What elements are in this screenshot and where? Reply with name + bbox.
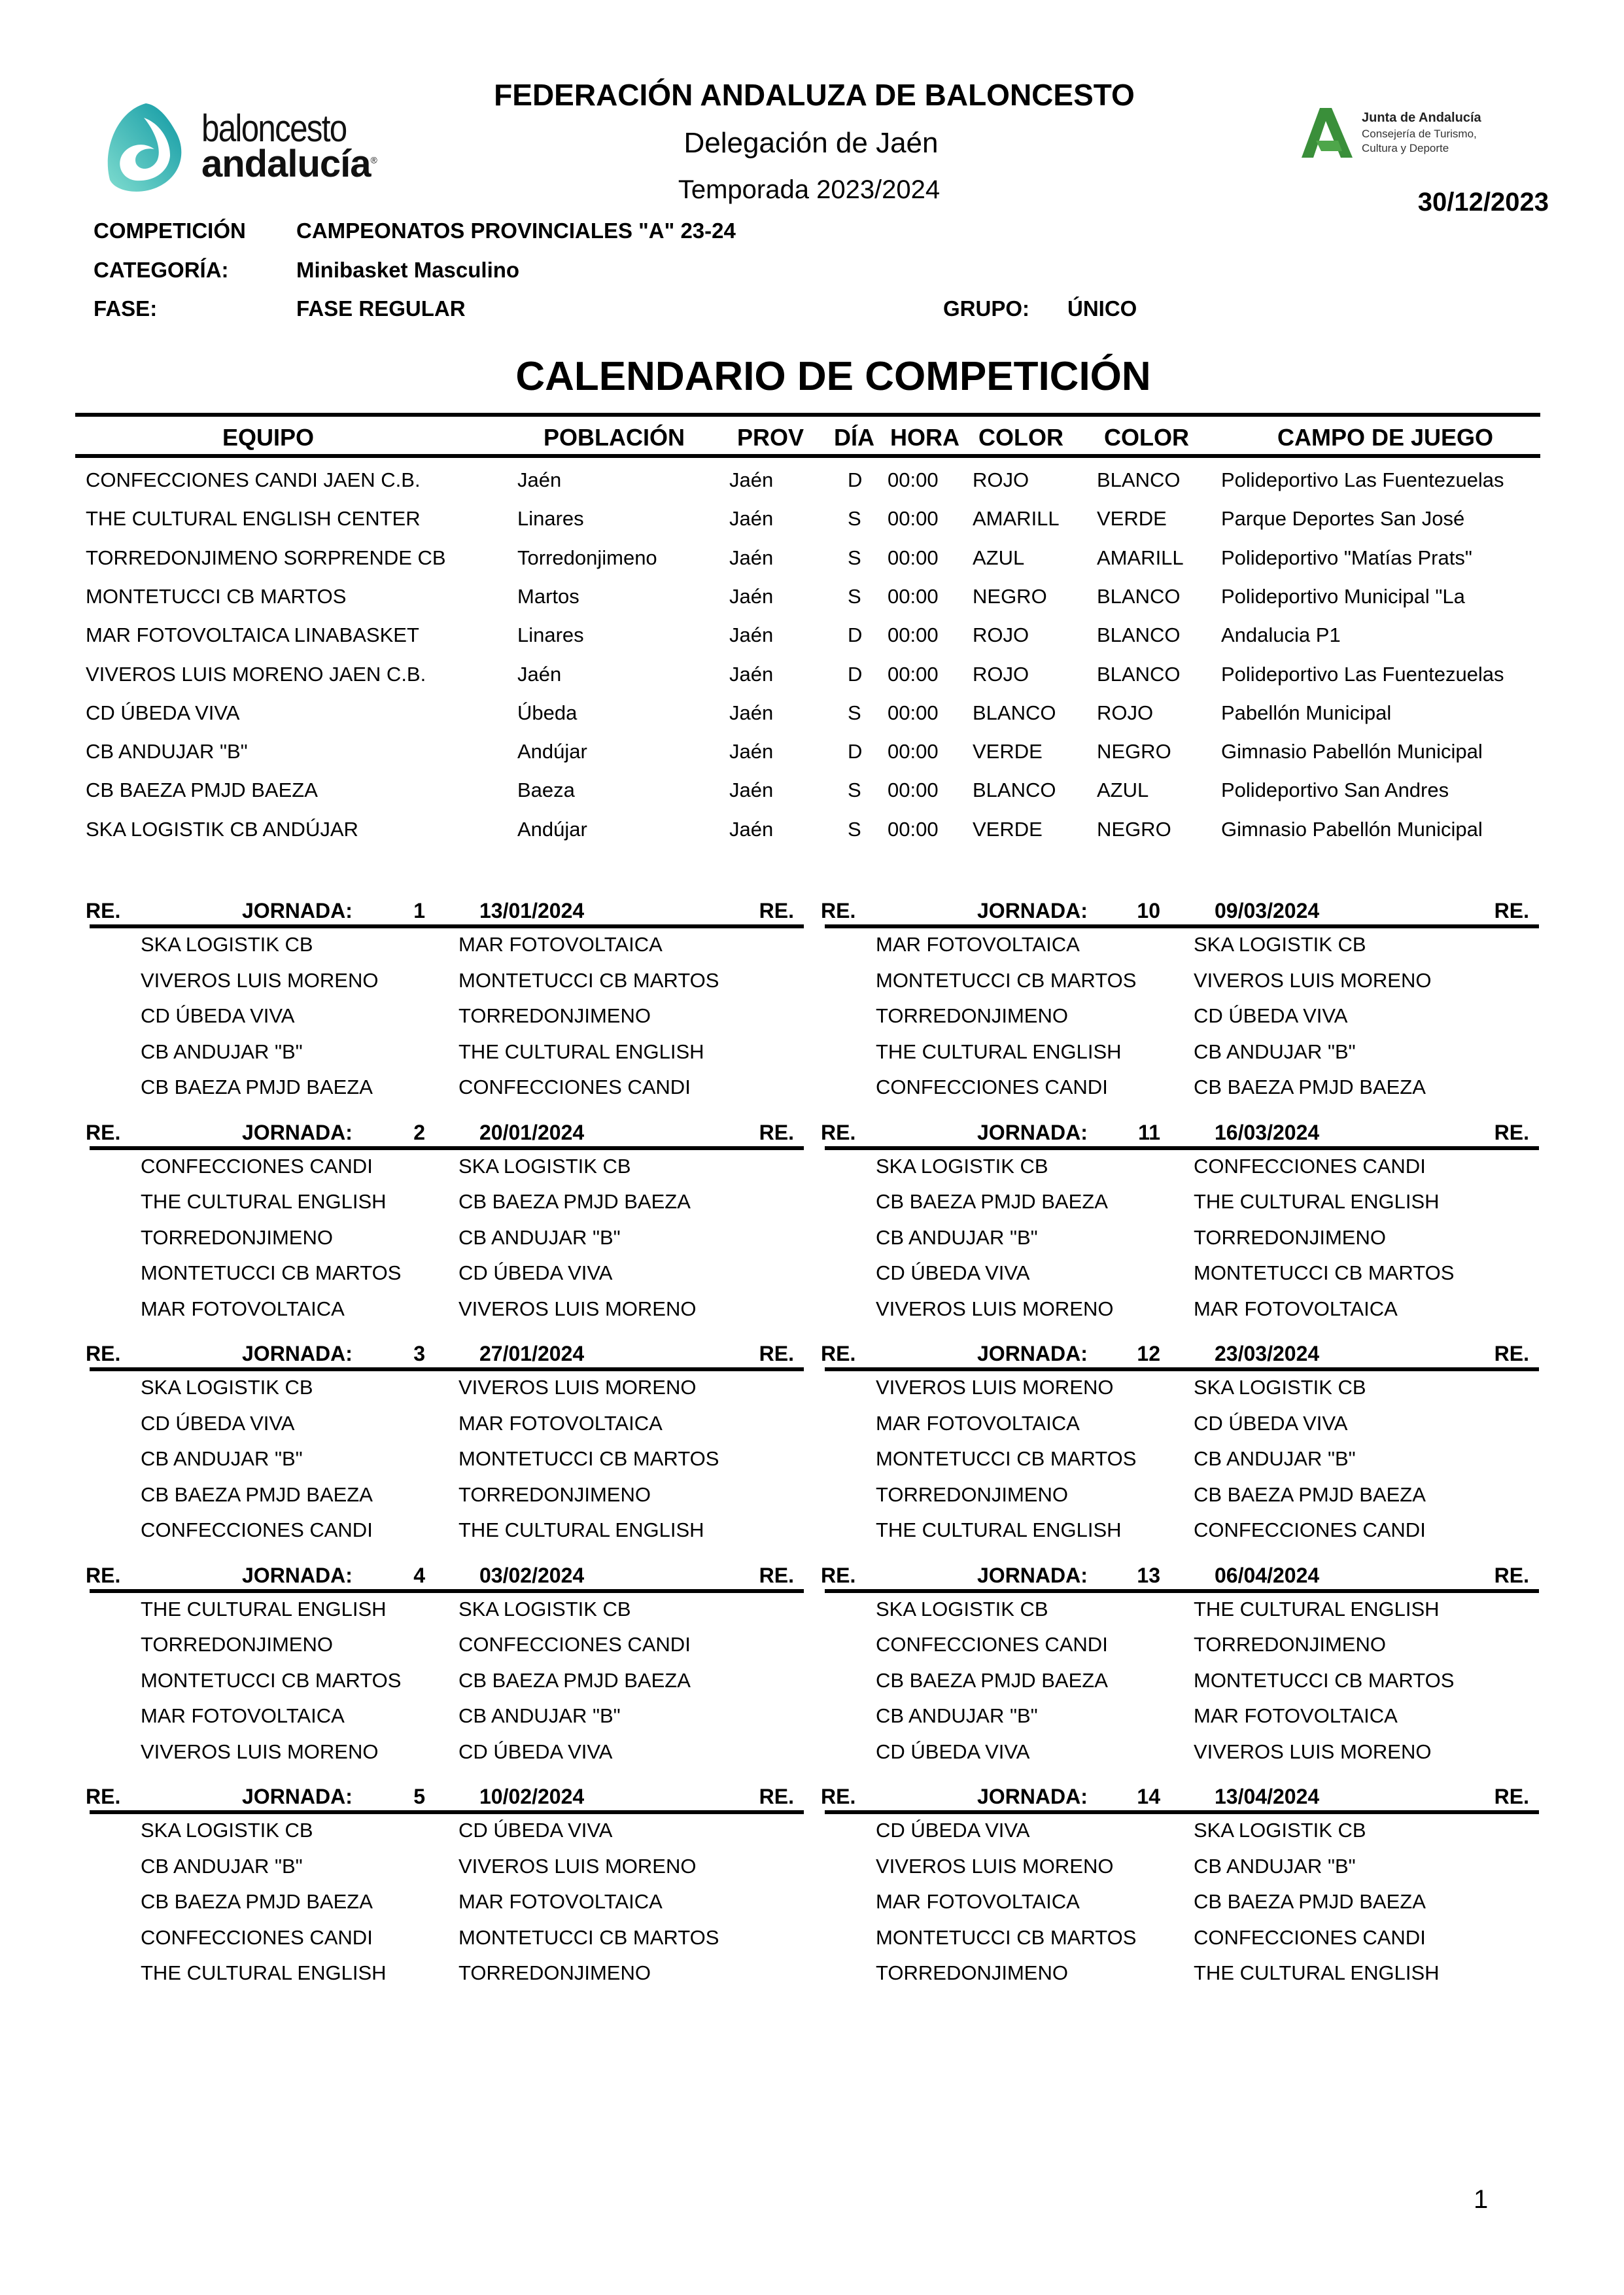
away-team: CD ÚBEDA VIVA [458, 1819, 613, 1842]
away-team: CB BAEZA PMJD BAEZA [458, 1668, 691, 1692]
col-header-equipo: EQUIPO [222, 424, 315, 451]
round-re-left-label: RE. [86, 1342, 121, 1365]
home-team: MONTETUCCI CB MARTOS [141, 1668, 402, 1692]
home-team: CD ÚBEDA VIVA [141, 1004, 295, 1028]
round-re-right-label: RE. [759, 1120, 794, 1144]
round-number: 5 [413, 1785, 425, 1808]
time-cell: 00:00 [888, 584, 939, 608]
round-number: 1 [413, 899, 425, 922]
time-cell: 00:00 [888, 701, 939, 724]
away-team: CB BAEZA PMJD BAEZA [1194, 1482, 1426, 1506]
round-re-left-label: RE. [821, 1342, 856, 1365]
away-team: VIVEROS LUIS MORENO [458, 1376, 697, 1399]
round-number: 4 [413, 1563, 425, 1587]
round-re-right-label: RE. [1494, 1120, 1529, 1144]
federation-title: FEDERACIÓN ANDALUZA DE BALONCESTO [494, 78, 1135, 112]
round-re-left-label: RE. [821, 1785, 856, 1808]
home-team: CD ÚBEDA VIVA [876, 1261, 1030, 1285]
away-team: SKA LOGISTIK CB [458, 1597, 631, 1621]
away-team: TORREDONJIMENO [1194, 1633, 1386, 1656]
away-team: THE CULTURAL ENGLISH [1194, 1597, 1440, 1621]
away-team: VIVEROS LUIS MORENO [458, 1854, 697, 1878]
round-date: 27/01/2024 [479, 1342, 585, 1365]
day-cell: S [848, 546, 861, 569]
away-team: CONFECCIONES CANDI [1194, 1925, 1426, 1949]
home-team: VIVEROS LUIS MORENO [876, 1297, 1114, 1320]
round-header-rule [825, 1367, 1539, 1371]
round-re-right-label: RE. [1494, 1785, 1529, 1808]
color-home-cell: NEGRO [973, 584, 1047, 608]
away-team: TORREDONJIMENO [458, 1482, 651, 1506]
junta-line-2: Consejería de Turismo, [1362, 128, 1477, 140]
round-re-left-label: RE. [821, 1120, 856, 1144]
province-cell: Jaén [729, 507, 774, 531]
team-name-cell: CB BAEZA PMJD BAEZA [86, 779, 318, 802]
category-value: Minibasket Masculino [296, 258, 520, 282]
round-header-rule [90, 924, 804, 928]
venue-cell: Gimnasio Pabellón Municipal [1221, 740, 1483, 763]
home-team: MAR FOTOVOLTAICA [141, 1704, 345, 1728]
day-cell: S [848, 584, 861, 608]
round-number: 11 [1138, 1120, 1160, 1144]
season-label: Temporada 2023/2024 [678, 175, 941, 204]
home-team: TORREDONJIMENO [876, 1482, 1068, 1506]
round-jornada-label: JORNADA: [242, 1120, 353, 1144]
team-name-cell: SKA LOGISTIK CB ANDÚJAR [86, 817, 358, 841]
baloncesto-andalucia-logo [97, 98, 391, 196]
away-team: SKA LOGISTIK CB [1194, 933, 1366, 956]
away-team: CB ANDUJAR "B" [458, 1704, 621, 1728]
away-team: MAR FOTOVOLTAICA [458, 1890, 663, 1914]
home-team: VIVEROS LUIS MORENO [141, 968, 379, 992]
home-team: TORREDONJIMENO [141, 1225, 333, 1249]
calendar-title: CALENDARIO DE COMPETICIÓN [515, 354, 1151, 399]
color-away-cell: BLANCO [1097, 468, 1181, 491]
round-date: 03/02/2024 [479, 1563, 585, 1587]
time-cell: 00:00 [888, 546, 939, 569]
team-name-cell: MAR FOTOVOLTAICA LINABASKET [86, 623, 419, 647]
away-team: CONFECCIONES CANDI [1194, 1518, 1426, 1542]
color-away-cell: BLANCO [1097, 584, 1181, 608]
round-re-left-label: RE. [821, 1563, 856, 1587]
round-date: 06/04/2024 [1215, 1563, 1320, 1587]
logo-text-baloncesto: baloncesto [201, 107, 347, 150]
junta-andalucia-logo [1302, 108, 1498, 160]
town-cell: Jaén [517, 468, 562, 491]
away-team: VIVEROS LUIS MORENO [1194, 1740, 1432, 1763]
logo-text-andalucia-word: andalucía [201, 143, 371, 185]
province-cell: Jaén [729, 779, 774, 802]
day-cell: D [848, 468, 863, 491]
team-name-cell: CB ANDUJAR "B" [86, 740, 248, 763]
home-team: THE CULTURAL ENGLISH [141, 1190, 387, 1214]
venue-cell: Pabellón Municipal [1221, 701, 1392, 724]
phase-label: FASE: [94, 296, 158, 321]
away-team: CB ANDUJAR "B" [1194, 1040, 1356, 1063]
time-cell: 00:00 [888, 817, 939, 841]
venue-cell: Andalucia P1 [1221, 623, 1341, 647]
home-team: TORREDONJIMENO [876, 1004, 1068, 1028]
away-team: MAR FOTOVOLTAICA [458, 1411, 663, 1435]
venue-cell: Polideportivo "Matías Prats" [1221, 546, 1472, 569]
away-team: VIVEROS LUIS MORENO [458, 1297, 697, 1320]
province-cell: Jaén [729, 546, 774, 569]
color-away-cell: VERDE [1097, 507, 1167, 531]
col-header-color-1: COLOR [978, 424, 1063, 451]
round-date: 13/04/2024 [1215, 1785, 1320, 1808]
home-team: CD ÚBEDA VIVA [141, 1411, 295, 1435]
home-team: CB ANDUJAR "B" [141, 1854, 303, 1878]
away-team: MONTETUCCI CB MARTOS [458, 968, 719, 992]
round-date: 10/02/2024 [479, 1785, 585, 1808]
day-cell: S [848, 701, 861, 724]
province-cell: Jaén [729, 740, 774, 763]
home-team: SKA LOGISTIK CB [876, 1154, 1048, 1178]
home-team: CB ANDUJAR "B" [141, 1040, 303, 1063]
color-home-cell: VERDE [973, 817, 1043, 841]
round-re-left-label: RE. [86, 1785, 121, 1808]
color-home-cell: ROJO [973, 468, 1029, 491]
color-away-cell: AZUL [1097, 779, 1149, 802]
home-team: MAR FOTOVOLTAICA [141, 1297, 345, 1320]
away-team: SKA LOGISTIK CB [1194, 1376, 1366, 1399]
delegation-subtitle: Delegación de Jaén [683, 127, 939, 159]
town-cell: Andújar [517, 740, 587, 763]
away-team: MONTETUCCI CB MARTOS [458, 1447, 719, 1471]
color-away-cell: BLANCO [1097, 623, 1181, 647]
round-re-right-label: RE. [1494, 1563, 1529, 1587]
day-cell: D [848, 662, 863, 686]
province-cell: Jaén [729, 584, 774, 608]
print-date: 30/12/2023 [1417, 188, 1549, 217]
province-cell: Jaén [729, 468, 774, 491]
round-number: 2 [413, 1120, 425, 1144]
round-re-right-label: RE. [759, 1563, 794, 1587]
day-cell: S [848, 507, 861, 531]
away-team: THE CULTURAL ENGLISH [1194, 1190, 1440, 1214]
round-jornada-label: JORNADA: [977, 1342, 1088, 1365]
away-team: CD ÚBEDA VIVA [1194, 1411, 1348, 1435]
town-cell: Úbeda [517, 701, 578, 724]
registered-mark: ® [370, 154, 377, 166]
color-home-cell: ROJO [973, 662, 1029, 686]
away-team: SKA LOGISTIK CB [458, 1154, 631, 1178]
venue-cell: Parque Deportes San José [1221, 507, 1465, 531]
away-team: VIVEROS LUIS MORENO [1194, 968, 1432, 992]
away-team: MONTETUCCI CB MARTOS [1194, 1668, 1455, 1692]
round-number: 14 [1137, 1785, 1160, 1808]
home-team: SKA LOGISTIK CB [141, 1819, 313, 1842]
home-team: CONFECCIONES CANDI [141, 1154, 373, 1178]
time-cell: 00:00 [888, 662, 939, 686]
time-cell: 00:00 [888, 779, 939, 802]
venue-cell: Polideportivo Municipal "La [1221, 584, 1465, 608]
away-team: MONTETUCCI CB MARTOS [458, 1925, 719, 1949]
time-cell: 00:00 [888, 740, 939, 763]
away-team: TORREDONJIMENO [458, 1961, 651, 1985]
col-header-prov: PROV [736, 424, 804, 451]
home-team: CB BAEZA PMJD BAEZA [876, 1668, 1108, 1692]
phase-value: FASE REGULAR [296, 296, 466, 321]
group-label: GRUPO: [943, 296, 1029, 321]
day-cell: S [848, 779, 861, 802]
basketball-swirl-icon [97, 98, 195, 196]
home-team: THE CULTURAL ENGLISH [876, 1040, 1122, 1063]
round-re-left-label: RE. [86, 899, 121, 922]
away-team: CONFECCIONES CANDI [1194, 1154, 1426, 1178]
venue-cell: Polideportivo Las Fuentezuelas [1221, 662, 1504, 686]
round-date: 13/01/2024 [479, 899, 585, 922]
home-team: CB ANDUJAR "B" [141, 1447, 303, 1471]
round-jornada-label: JORNADA: [977, 1120, 1088, 1144]
home-team: MAR FOTOVOLTAICA [876, 1411, 1080, 1435]
home-team: CB BAEZA PMJD BAEZA [141, 1482, 373, 1506]
home-team: CB BAEZA PMJD BAEZA [876, 1190, 1108, 1214]
province-cell: Jaén [729, 623, 774, 647]
round-number: 3 [413, 1342, 425, 1365]
venue-cell: Polideportivo Las Fuentezuelas [1221, 468, 1504, 491]
col-header-poblacion: POBLACIÓN [544, 424, 685, 451]
color-home-cell: AZUL [973, 546, 1025, 569]
away-team: CD ÚBEDA VIVA [1194, 1004, 1348, 1028]
time-cell: 00:00 [888, 468, 939, 491]
color-away-cell: NEGRO [1097, 740, 1171, 763]
team-name-cell: MONTETUCCI CB MARTOS [86, 584, 347, 608]
home-team: CD ÚBEDA VIVA [876, 1740, 1030, 1763]
round-jornada-label: JORNADA: [242, 1342, 353, 1365]
away-team: MAR FOTOVOLTAICA [458, 933, 663, 956]
home-team: MONTETUCCI CB MARTOS [876, 1447, 1137, 1471]
home-team: TORREDONJIMENO [876, 1961, 1068, 1985]
junta-a-icon [1302, 108, 1354, 158]
province-cell: Jaén [729, 662, 774, 686]
round-jornada-label: JORNADA: [242, 899, 353, 922]
day-cell: S [848, 817, 861, 841]
round-header-rule [825, 1810, 1539, 1814]
table-header-rule [75, 454, 1540, 458]
home-team: SKA LOGISTIK CB [141, 1376, 313, 1399]
town-cell: Torredonjimeno [517, 546, 657, 569]
round-header-rule [90, 1367, 804, 1371]
away-team: SKA LOGISTIK CB [1194, 1819, 1366, 1842]
time-cell: 00:00 [888, 623, 939, 647]
town-cell: Linares [517, 623, 584, 647]
round-jornada-label: JORNADA: [242, 1563, 353, 1587]
home-team: MAR FOTOVOLTAICA [876, 933, 1080, 956]
round-jornada-label: JORNADA: [242, 1785, 353, 1808]
away-team: MAR FOTOVOLTAICA [1194, 1297, 1398, 1320]
round-re-right-label: RE. [759, 1342, 794, 1365]
round-header-rule [90, 1589, 804, 1593]
team-name-cell: TORREDONJIMENO SORPRENDE CB [86, 546, 446, 569]
home-team: CONFECCIONES CANDI [876, 1076, 1108, 1099]
col-header-dia: DÍA [834, 424, 874, 451]
day-cell: D [848, 623, 863, 647]
home-team: CB ANDUJAR "B" [876, 1704, 1038, 1728]
competition-value: CAMPEONATOS PROVINCIALES "A" 23-24 [296, 219, 736, 243]
home-team: SKA LOGISTIK CB [876, 1597, 1048, 1621]
away-team: TORREDONJIMENO [1194, 1225, 1386, 1249]
away-team: TORREDONJIMENO [458, 1004, 651, 1028]
color-away-cell: ROJO [1097, 701, 1154, 724]
round-date: 20/01/2024 [479, 1120, 585, 1144]
round-re-right-label: RE. [1494, 1342, 1529, 1365]
junta-line-1: Junta de Andalucía [1362, 111, 1481, 125]
team-name-cell: CONFECCIONES CANDI JAEN C.B. [86, 468, 421, 491]
home-team: VIVEROS LUIS MORENO [876, 1854, 1114, 1878]
col-header-campo: CAMPO DE JUEGO [1277, 424, 1494, 451]
page-number: 1 [1474, 2185, 1489, 2214]
away-team: THE CULTURAL ENGLISH [458, 1040, 704, 1063]
home-team: CB BAEZA PMJD BAEZA [141, 1890, 373, 1914]
color-away-cell: BLANCO [1097, 662, 1181, 686]
home-team: CONFECCIONES CANDI [141, 1925, 373, 1949]
town-cell: Martos [517, 584, 579, 608]
town-cell: Andújar [517, 817, 587, 841]
round-jornada-label: JORNADA: [977, 1785, 1088, 1808]
home-team: MONTETUCCI CB MARTOS [141, 1261, 402, 1285]
town-cell: Baeza [517, 779, 575, 802]
color-away-cell: NEGRO [1097, 817, 1171, 841]
home-team: SKA LOGISTIK CB [141, 933, 313, 956]
away-team: CB ANDUJAR "B" [458, 1225, 621, 1249]
away-team: MONTETUCCI CB MARTOS [1194, 1261, 1455, 1285]
round-re-left-label: RE. [86, 1563, 121, 1587]
away-team: THE CULTURAL ENGLISH [458, 1518, 704, 1542]
province-cell: Jaén [729, 701, 774, 724]
away-team: CONFECCIONES CANDI [458, 1076, 691, 1099]
color-home-cell: BLANCO [973, 701, 1056, 724]
round-re-right-label: RE. [759, 1785, 794, 1808]
away-team: THE CULTURAL ENGLISH [1194, 1961, 1440, 1985]
away-team: CD ÚBEDA VIVA [458, 1261, 613, 1285]
round-number: 10 [1137, 899, 1160, 922]
round-jornada-label: JORNADA: [977, 899, 1088, 922]
home-team: CB ANDUJAR "B" [876, 1225, 1038, 1249]
round-re-left-label: RE. [86, 1120, 121, 1144]
col-header-hora: HORA [890, 424, 959, 451]
away-team: MAR FOTOVOLTAICA [1194, 1704, 1398, 1728]
home-team: THE CULTURAL ENGLISH [876, 1518, 1122, 1542]
round-header-rule [90, 1810, 804, 1814]
away-team: CB BAEZA PMJD BAEZA [1194, 1890, 1426, 1914]
col-header-color-2: COLOR [1104, 424, 1189, 451]
round-header-rule [90, 1146, 804, 1150]
away-team: CD ÚBEDA VIVA [458, 1740, 613, 1763]
round-date: 09/03/2024 [1215, 899, 1320, 922]
away-team: CB ANDUJAR "B" [1194, 1447, 1356, 1471]
venue-cell: Gimnasio Pabellón Municipal [1221, 817, 1483, 841]
table-top-rule [75, 413, 1540, 417]
color-home-cell: ROJO [973, 623, 1029, 647]
home-team: VIVEROS LUIS MORENO [141, 1740, 379, 1763]
team-name-cell: CD ÚBEDA VIVA [86, 701, 240, 724]
color-home-cell: BLANCO [973, 779, 1056, 802]
home-team: CD ÚBEDA VIVA [876, 1819, 1030, 1842]
town-cell: Jaén [517, 662, 562, 686]
home-team: CONFECCIONES CANDI [141, 1518, 373, 1542]
away-team: CONFECCIONES CANDI [458, 1633, 691, 1656]
round-re-right-label: RE. [1494, 899, 1529, 922]
color-home-cell: AMARILL [973, 507, 1060, 531]
home-team: CB BAEZA PMJD BAEZA [141, 1076, 373, 1099]
home-team: MONTETUCCI CB MARTOS [876, 968, 1137, 992]
group-value: ÚNICO [1067, 296, 1137, 321]
round-number: 12 [1137, 1342, 1160, 1365]
competition-label: COMPETICIÓN [94, 219, 246, 243]
home-team: MONTETUCCI CB MARTOS [876, 1925, 1137, 1949]
junta-line-3: Cultura y Deporte [1362, 142, 1449, 154]
round-jornada-label: JORNADA: [977, 1563, 1088, 1587]
home-team: CONFECCIONES CANDI [876, 1633, 1108, 1656]
round-number: 13 [1137, 1563, 1160, 1587]
home-team: THE CULTURAL ENGLISH [141, 1597, 387, 1621]
round-date: 16/03/2024 [1215, 1120, 1320, 1144]
round-re-right-label: RE. [759, 899, 794, 922]
round-re-left-label: RE. [821, 899, 856, 922]
home-team: THE CULTURAL ENGLISH [141, 1961, 387, 1985]
round-date: 23/03/2024 [1215, 1342, 1320, 1365]
day-cell: D [848, 740, 863, 763]
away-team: CB BAEZA PMJD BAEZA [1194, 1076, 1426, 1099]
home-team: TORREDONJIMENO [141, 1633, 333, 1656]
home-team: VIVEROS LUIS MORENO [876, 1376, 1114, 1399]
home-team: MAR FOTOVOLTAICA [876, 1890, 1080, 1914]
category-label: CATEGORÍA: [94, 258, 229, 282]
away-team: CB ANDUJAR "B" [1194, 1854, 1356, 1878]
logo-text-andalucia [201, 145, 377, 183]
color-home-cell: VERDE [973, 740, 1043, 763]
team-name-cell: THE CULTURAL ENGLISH CENTER [86, 507, 421, 531]
time-cell: 00:00 [888, 507, 939, 531]
round-header-rule [825, 1146, 1539, 1150]
province-cell: Jaén [729, 817, 774, 841]
round-header-rule [825, 924, 1539, 928]
team-name-cell: VIVEROS LUIS MORENO JAEN C.B. [86, 662, 426, 686]
away-team: CB BAEZA PMJD BAEZA [458, 1190, 691, 1214]
color-away-cell: AMARILL [1097, 546, 1184, 569]
round-header-rule [825, 1589, 1539, 1593]
town-cell: Linares [517, 507, 584, 531]
venue-cell: Polideportivo San Andres [1221, 779, 1449, 802]
